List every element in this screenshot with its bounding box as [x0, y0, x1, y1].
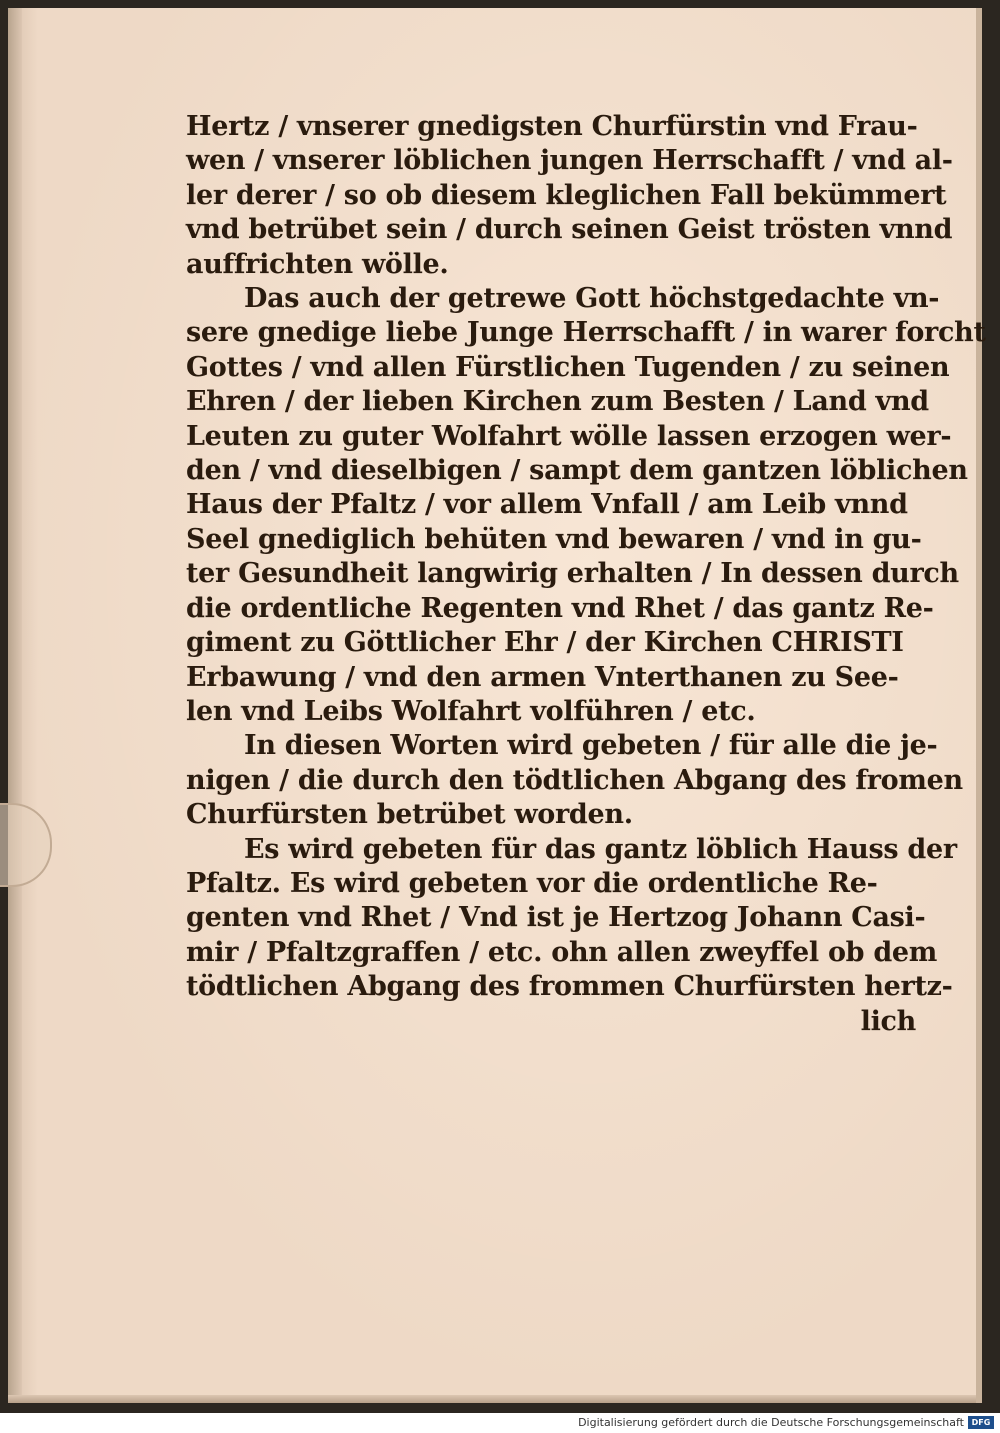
text-line: len vnd Leibs Wolfahrt volführen / etc. [186, 695, 756, 727]
bookmark-clasp [0, 803, 52, 887]
text-line: wen / vnserer löblichen jungen Herrschafft / vnd al- [186, 145, 953, 177]
page-edge-left [8, 8, 22, 1403]
page-text-block [186, 110, 986, 1039]
text-line: die ordentliche Regenten vnd Rhet / das gantz Re- [186, 592, 934, 624]
text-line: Leuten zu guter Wolfahrt wölle lassen erzogen wer- [186, 420, 952, 452]
text-line: Seel gnediglich behüten vnd bewaren / vnd in gu- [186, 523, 922, 555]
book-page [8, 8, 986, 1403]
text-line: Haus der Pfaltz / vor allem Vnfall / am Leib vnnd [186, 489, 908, 521]
text-line: den / vnd dieselbigen / sampt dem gantzen löblichen [186, 455, 968, 487]
text-line: Ehren / der lieben Kirchen zum Besten / Land vnd [186, 386, 929, 418]
text-line: Churfürsten betrübet worden. [186, 799, 633, 831]
text-line: Es wird gebeten für das gantz löblich Hauss der [244, 833, 957, 865]
catchword: lich [860, 1005, 916, 1037]
text-line: auffrichten wölle. [186, 248, 449, 280]
text-line: vnd betrübet sein / durch seinen Geist trösten vnnd [186, 214, 953, 246]
text-line: nigen / die durch den tödtlichen Abgang des fromen [186, 764, 963, 796]
text-line: mir / Pfaltzgraffen / etc. ohn allen zweyffel ob dem [186, 936, 938, 968]
text-line: Pfaltz. Es wird gebeten vor die ordentliche Re- [186, 867, 878, 899]
text-line: In diesen Worten wird gebeten / für alle die je- [244, 730, 938, 762]
funding-credit: Digitalisierung gefördert durch die Deutsche Forschungsgemeinschaft [578, 1416, 964, 1429]
footer-bar [0, 1413, 1000, 1433]
text-line: Das auch der getrewe Gott höchstgedachte vn- [244, 283, 940, 315]
text-line: ler derer / so ob diesem kleglichen Fall bekümmert [186, 179, 947, 211]
text-line: Hertz / vnserer gnedigsten Churfürstin vnd Frau- [186, 111, 918, 142]
page-edge-bottom [8, 1395, 976, 1403]
text-line: sere gnedige liebe Junge Herrschafft / in warer forcht [186, 317, 986, 349]
text-line: giment zu Göttlicher Ehr / der Kirchen CHRISTI [186, 627, 904, 659]
text-line: Gottes / vnd allen Fürstlichen Tugenden / zu seinen [186, 351, 950, 383]
text-line: tödtlichen Abgang des frommen Churfürsten hertz- [186, 971, 953, 1003]
dfg-logo: DFG [968, 1416, 994, 1429]
text-line: ter Gesundheit langwirig erhalten / In dessen durch [186, 558, 959, 590]
text-line: Erbawung / vnd den armen Vnterthanen zu See- [186, 661, 899, 693]
text-line: genten vnd Rhet / Vnd ist je Hertzog Johann Casi- [186, 902, 926, 934]
